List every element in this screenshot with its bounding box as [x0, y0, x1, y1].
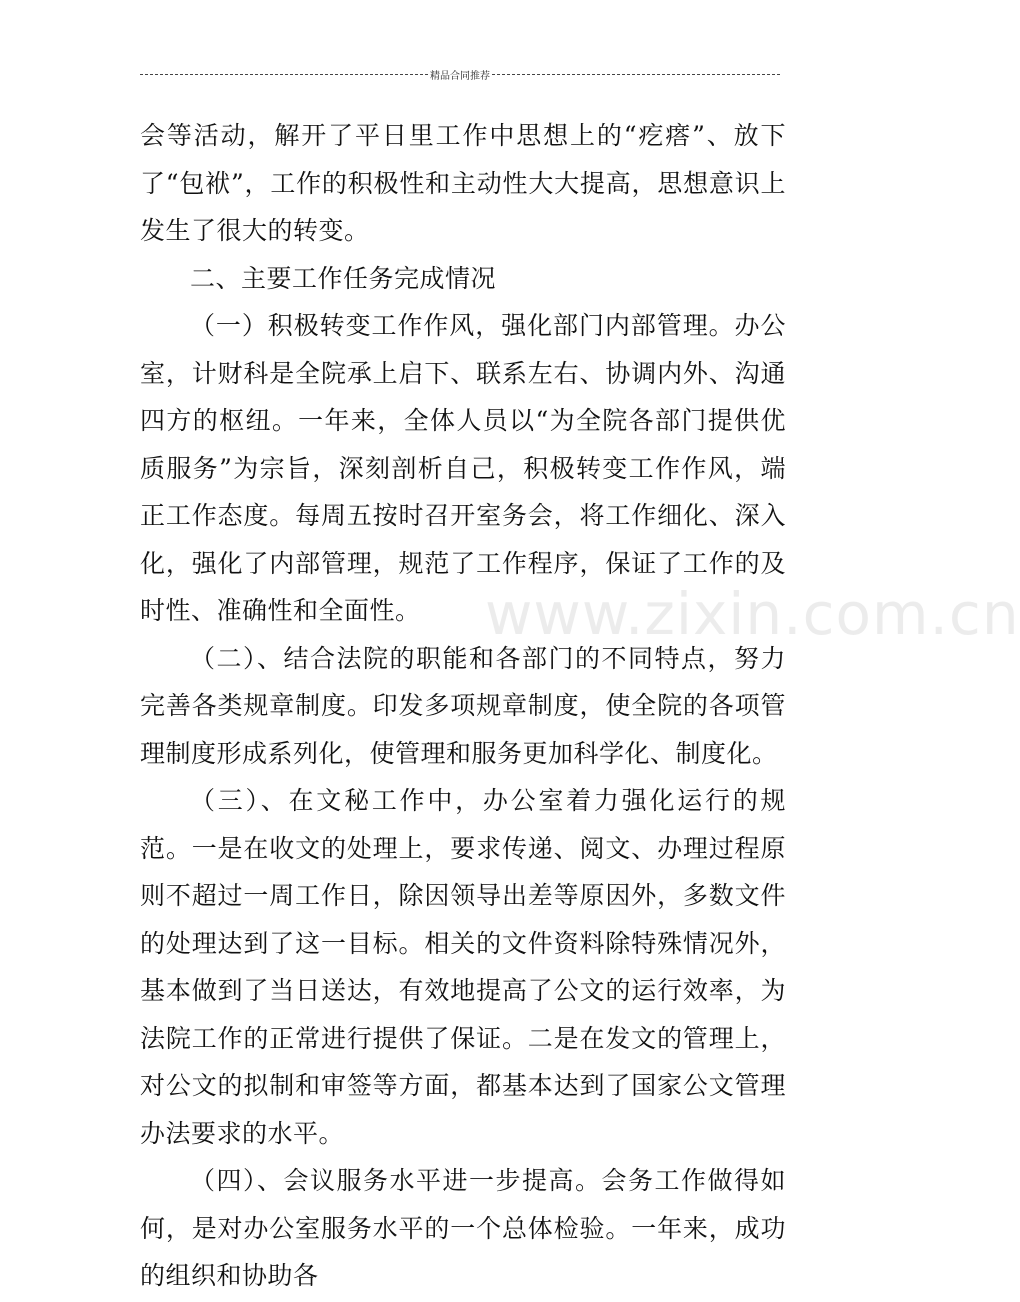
header-dash-right — [492, 74, 780, 75]
paragraph-item-4: （四）、会议服务水平进一步提高。会务工作做得如何，是对办公室服务水平的一个总体检验。一年来，成功的组织和协助各 — [140, 1166, 786, 1290]
watermark: www.zixin.com.cn — [485, 580, 1020, 648]
paragraph-item-1: （一）积极转变工作作风，强化部门内部管理。办公室，计财科是全院承上启下、联系左右、协调内外、沟通四方的枢纽。一年来，全体人员以“为全院各部门提供优质服务”为宗旨，深刻剖析自己，积极转变工作作风，端正工作态度。每周五按时召开室务会，将工作细化、深入化，强化了内部管理，规范了工作程序，保证了工作的及时性、准确性和全面性。 — [140, 311, 786, 625]
paragraph-continuation: 会等活动，解开了平日里工作中思想上的“疙瘩”、放下了“包袱”，工作的积极性和主动性大大提高，思想意识上发生了很大的转变。 — [140, 121, 786, 245]
section-heading: 二、主要工作任务完成情况 — [190, 263, 497, 293]
header-dash-left — [140, 74, 428, 75]
document-body — [140, 112, 786, 1300]
paragraph-item-2: （二）、结合法院的职能和各部门的不同特点，努力完善各类规章制度。印发多项规章制度，使全院的各项管理制度形成系列化，使管理和服务更加科学化、制度化。 — [140, 643, 786, 768]
page-header — [140, 68, 780, 80]
paragraph-item-3: （三）、在文秘工作中，办公室着力强化运行的规范。一是在收文的处理上，要求传递、阅文、办理过程原则不超过一周工作日，除因领导出差等原因外，多数文件的处理达到了这一目标。相关的文件资料除特殊情况外，基本做到了当日送达，有效地提高了公文的运行效率，为法院工作的正常进行提供了保证。二是在发文的管理上，对公文的拟制和审签等方面，都基本达到了国家公文管理办法要求的水平。 — [140, 786, 786, 1148]
header-label: 精品合同推荐 — [430, 70, 490, 82]
